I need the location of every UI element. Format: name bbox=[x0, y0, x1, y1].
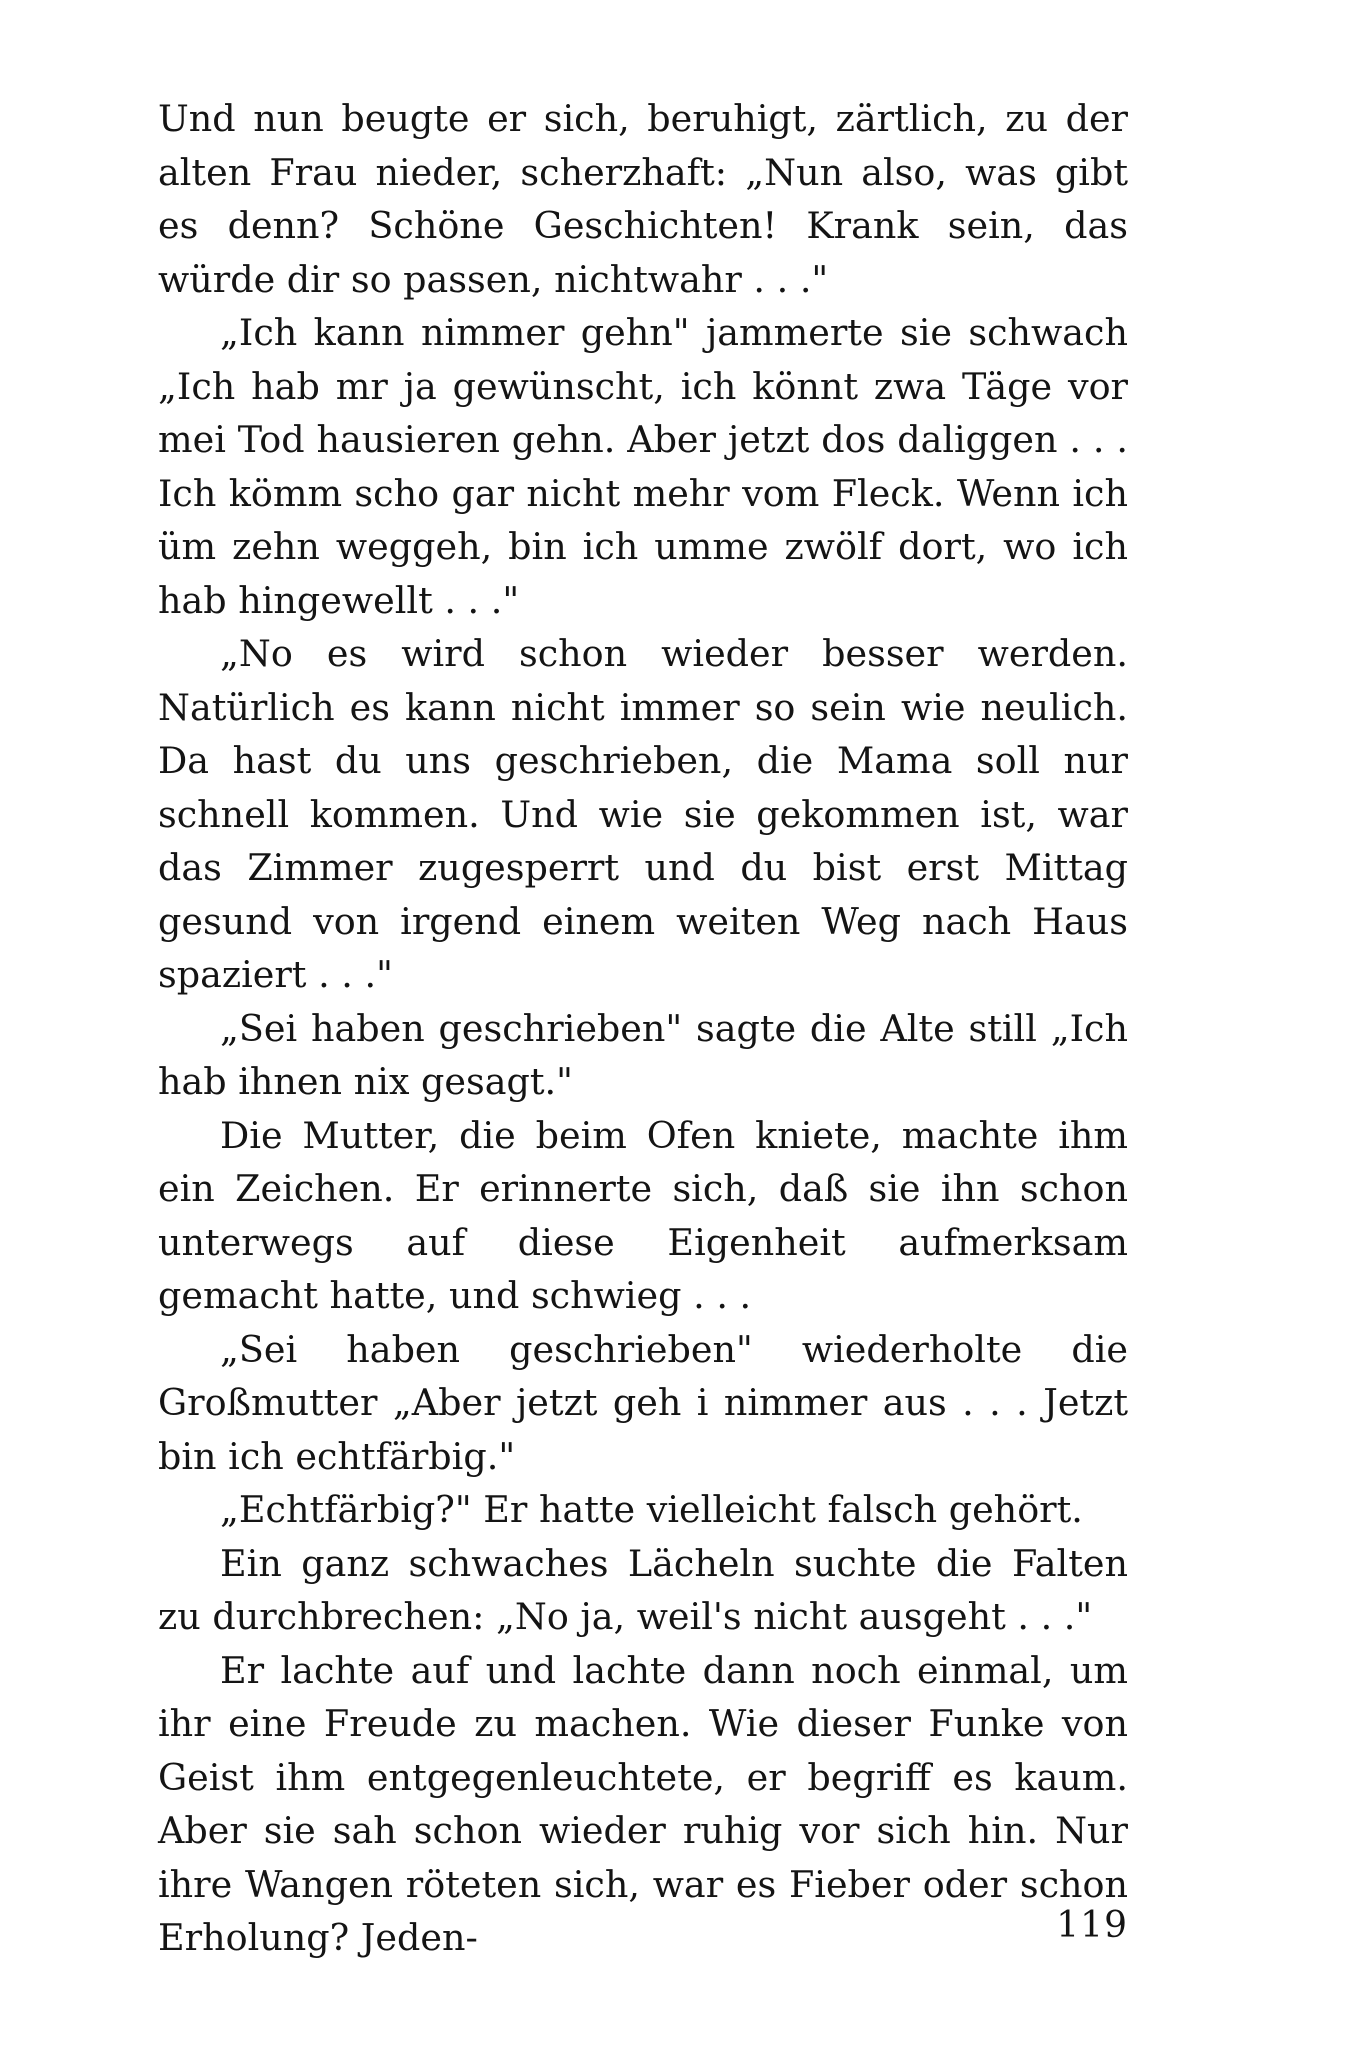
paragraph-5: Die Mutter, die beim Ofen kniete, machte ihm ein Zeichen. Er erinnerte sich, daß sie ihn schon unterwegs auf diese Eigenheit aufmerksam gemacht hatte, und schwieg . . . bbox=[158, 1113, 1128, 1317]
paragraph-9: Er lachte auf und lachte dann noch einmal, um ihr eine Freude zu machen. Wie dieser Funke von Geist ihm entgegenleuchtete, er begriff es kaum. Aber sie sah schon wieder ruhig vor sich hin. Nur ihre Wangen röteten sich, war es Fieber oder schon Erholung? Jeden- bbox=[158, 1648, 1128, 1959]
paragraph-2: „Ich kann nimmer gehn" jammerte sie schwach „Ich hab mr ja gewünscht, ich könnt zwa Täge vor mei Tod hausieren gehn. Aber jetzt dos daliggen . . . Ich kömm scho gar nicht mehr vom Fleck. Wenn ich üm zehn weggeh, bin ich umme zwölf dort, wo ich hab hingewellt . . ." bbox=[158, 311, 1128, 622]
paragraph-3: „No es wird schon wieder besser werden. Natürlich es kann nicht immer so sein wie neulich. Da hast du uns geschrieben, die Mama soll nur schnell kommen. Und wie sie gekommen ist, war das Zimmer zugesperrt und du bist erst Mittag gesund von irgend einem weiten Weg nach Haus spaziert . . ." bbox=[158, 632, 1128, 996]
paragraph-8: Ein ganz schwaches Lächeln suchte die Falten zu durchbrechen: „No ja, weil's nicht ausgeht . . ." bbox=[158, 1541, 1128, 1638]
page-number: 119 bbox=[1056, 1905, 1128, 1946]
paragraph-6: „Sei haben geschrieben" wiederholte die Großmutter „Aber jetzt geh i nimmer aus . . . Jetzt bin ich echtfärbig." bbox=[158, 1327, 1128, 1478]
paragraph-1: Und nun beugte er sich, beruhigt, zärtlich, zu der alten Frau nieder, scherzhaft: „Nun also, was gibt es denn? Schöne Geschichten! Krank sein, das würde dir so passen, nichtwahr . . ." bbox=[158, 97, 1128, 301]
paragraph-7: „Echtfärbig?" Er hatte vielleicht falsch gehört. bbox=[220, 1488, 1083, 1531]
body-text bbox=[158, 92, 1128, 1965]
paragraph-4: „Sei haben geschrieben" sagte die Alte still „Ich hab ihnen nix gesagt." bbox=[158, 1006, 1128, 1103]
